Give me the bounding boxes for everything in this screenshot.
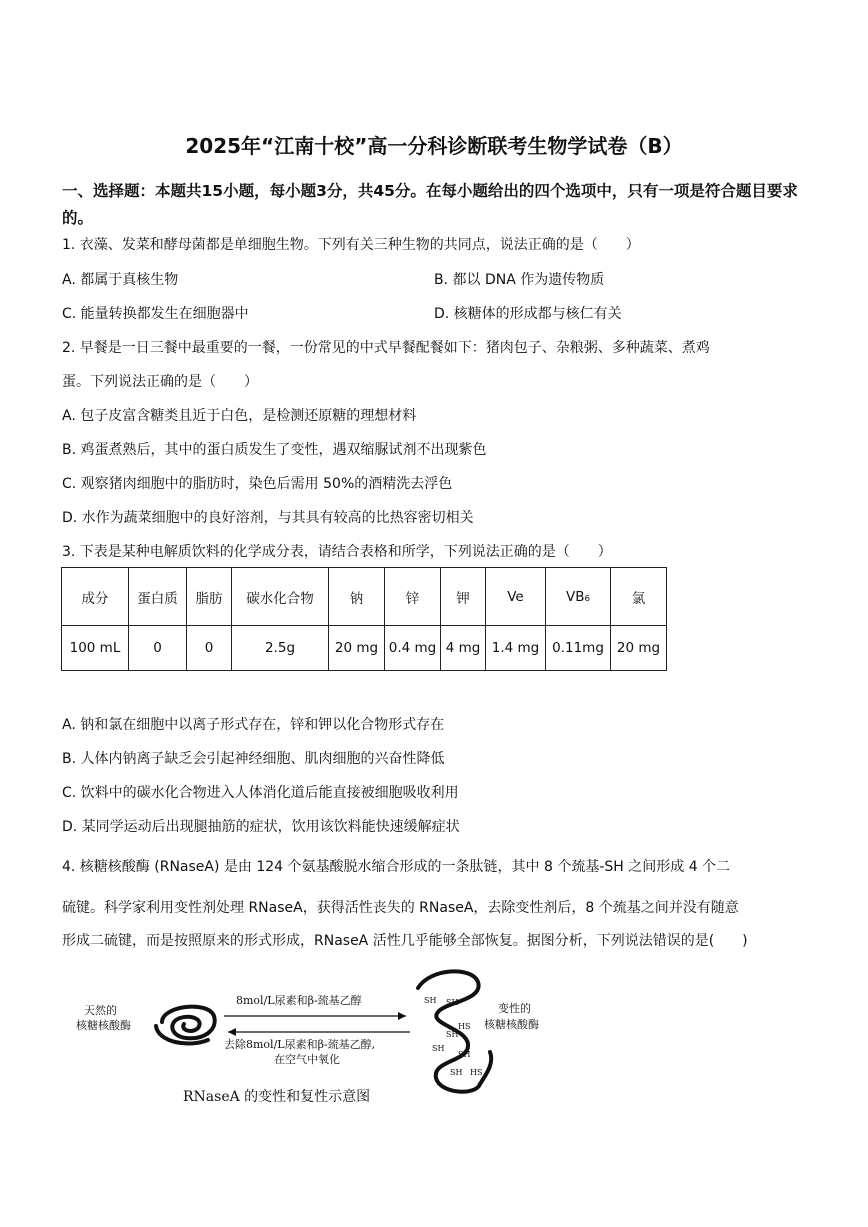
arrow-bottom-label-2: 在空气中氧化 [274, 1053, 340, 1066]
q3-option-b: B. 人体内钠离子缺乏会引起神经细胞、肌肉细胞的兴奋性降低 [62, 751, 445, 767]
arrow-bottom-label-1: 去除8mol/L尿素和β-巯基乙醇, [224, 1038, 376, 1051]
q4-stem-line2: 硫键。科学家利用变性剂处理 RNaseA，获得活性丧失的 RNaseA，去除变性剂后，8 个巯基之间并没有随意 [62, 900, 739, 916]
q2-option-b: B. 鸡蛋煮熟后，其中的蛋白质发生了变性，遇双缩脲试剂不出现紫色 [62, 442, 487, 458]
section-heading: 一、选择题：本题共15小题，每小题3分，共45分。在每小题给出的四个选项中，只有一项是符合题目要求的。 [62, 182, 798, 227]
q2-stem-line1: 2. 早餐是一日三餐中最重要的一餐，一份常见的中式早餐配餐如下：猪肉包子、杂粮粥、多种蔬菜、煮鸡 [62, 340, 710, 356]
figure-caption: RNaseA 的变性和复性示意图 [183, 1089, 371, 1105]
table-cell: 4 mg [441, 626, 486, 671]
native-protein-icon [148, 992, 228, 1052]
hs-label: HS [458, 1022, 471, 1031]
table-cell: 0.11mg [546, 626, 611, 671]
table-header-cell: VB₆ [546, 568, 611, 626]
q4-stem-line3: 形成二硫键，而是按照原来的形式形成，RNaseA 活性几乎能够全部恢复。据图分析，下列说法错误的是( ) [62, 933, 748, 949]
q2-stem-line2: 蛋。下列说法正确的是（ ） [62, 374, 258, 390]
sh-label: SH [446, 998, 459, 1007]
table-header-cell: 钾 [441, 568, 486, 626]
q3-option-c: C. 饮料中的碳水化合物进入人体消化道后能直接被细胞吸收利用 [62, 785, 459, 801]
q1-stem: 1. 衣藻、发菜和酵母菌都是单细胞生物。下列有关三种生物的共同点，说法正确的是（ ） [62, 237, 640, 253]
table-header-cell: 脂肪 [187, 568, 232, 626]
q2-option-c: C. 观察猪肉细胞中的脂肪时，染色后需用 50%的酒精洗去浮色 [62, 476, 453, 492]
q3-stem: 3. 下表是某种电解质饮料的化学成分表，请结合表格和所学，下列说法正确的是（ ） [62, 544, 612, 560]
denatured-label-1: 变性的 [498, 1002, 531, 1015]
arrow-top-label: 8mol/L尿素和β-巯基乙醇 [236, 994, 362, 1007]
sh-label: SH [446, 1030, 459, 1039]
table-header-cell: 锌 [385, 568, 441, 626]
q1-option-d: D. 核糖体的形成都与核仁有关 [434, 306, 622, 322]
composition-table [61, 567, 667, 671]
table-header-cell: 氯 [611, 568, 667, 626]
table-cell: 0.4 mg [385, 626, 441, 671]
table-header-cell: 钠 [329, 568, 385, 626]
table-header-cell: Ve [486, 568, 546, 626]
q3-option-d: D. 某同学运动后出现腿抽筋的症状，饮用该饮料能快速缓解症状 [62, 819, 460, 835]
sh-label: SH [450, 1068, 463, 1077]
table-cell: 20 mg [329, 626, 385, 671]
table-header-cell: 蛋白质 [129, 568, 187, 626]
table-header-cell: 碳水化合物 [232, 568, 329, 626]
table-header-cell: 成分 [62, 568, 129, 626]
sh-label: SH [432, 1044, 445, 1053]
q2-option-a: A. 包子皮富含糖类且近于白色，是检测还原糖的理想材料 [62, 408, 417, 424]
q4-stem-line1: 4. 核糖核酸酶 (RNaseA) 是由 124 个氨基酸脱水缩合形成的一条肽链，其中 8 个巯基-SH 之间形成 4 个二 [62, 859, 731, 875]
page-title: 2025年“江南十校”高一分科诊断联考生物学试卷（B） [185, 134, 683, 158]
q2-option-d: D. 水作为蔬菜细胞中的良好溶剂，与其具有较高的比热容密切相关 [62, 510, 474, 526]
denatured-label-2: 核糖核酸酶 [484, 1018, 539, 1031]
table-row [62, 626, 667, 671]
table-cell: 1.4 mg [486, 626, 546, 671]
sh-label: SH [424, 996, 437, 1005]
table-cell: 2.5g [232, 626, 329, 671]
q1-option-a: A. 都属于真核生物 [62, 272, 179, 288]
q3-option-a: A. 钠和氯在细胞中以离子形式存在，锌和钾以化合物形式存在 [62, 717, 445, 733]
native-label-2: 核糖核酸酶 [76, 1019, 131, 1032]
q1-option-b: B. 都以 DNA 作为遗传物质 [434, 272, 605, 288]
table-header-row [62, 568, 667, 626]
reaction-arrows [222, 1010, 412, 1038]
table-cell: 20 mg [611, 626, 667, 671]
native-label-1: 天然的 [84, 1004, 117, 1017]
q1-option-c: C. 能量转换都发生在细胞器中 [62, 306, 249, 322]
table-cell: 0 [187, 626, 232, 671]
hs-label: HS [470, 1068, 483, 1077]
sh-label: SH [458, 1050, 471, 1059]
table-cell: 0 [129, 626, 187, 671]
table-cell: 100 mL [62, 626, 129, 671]
